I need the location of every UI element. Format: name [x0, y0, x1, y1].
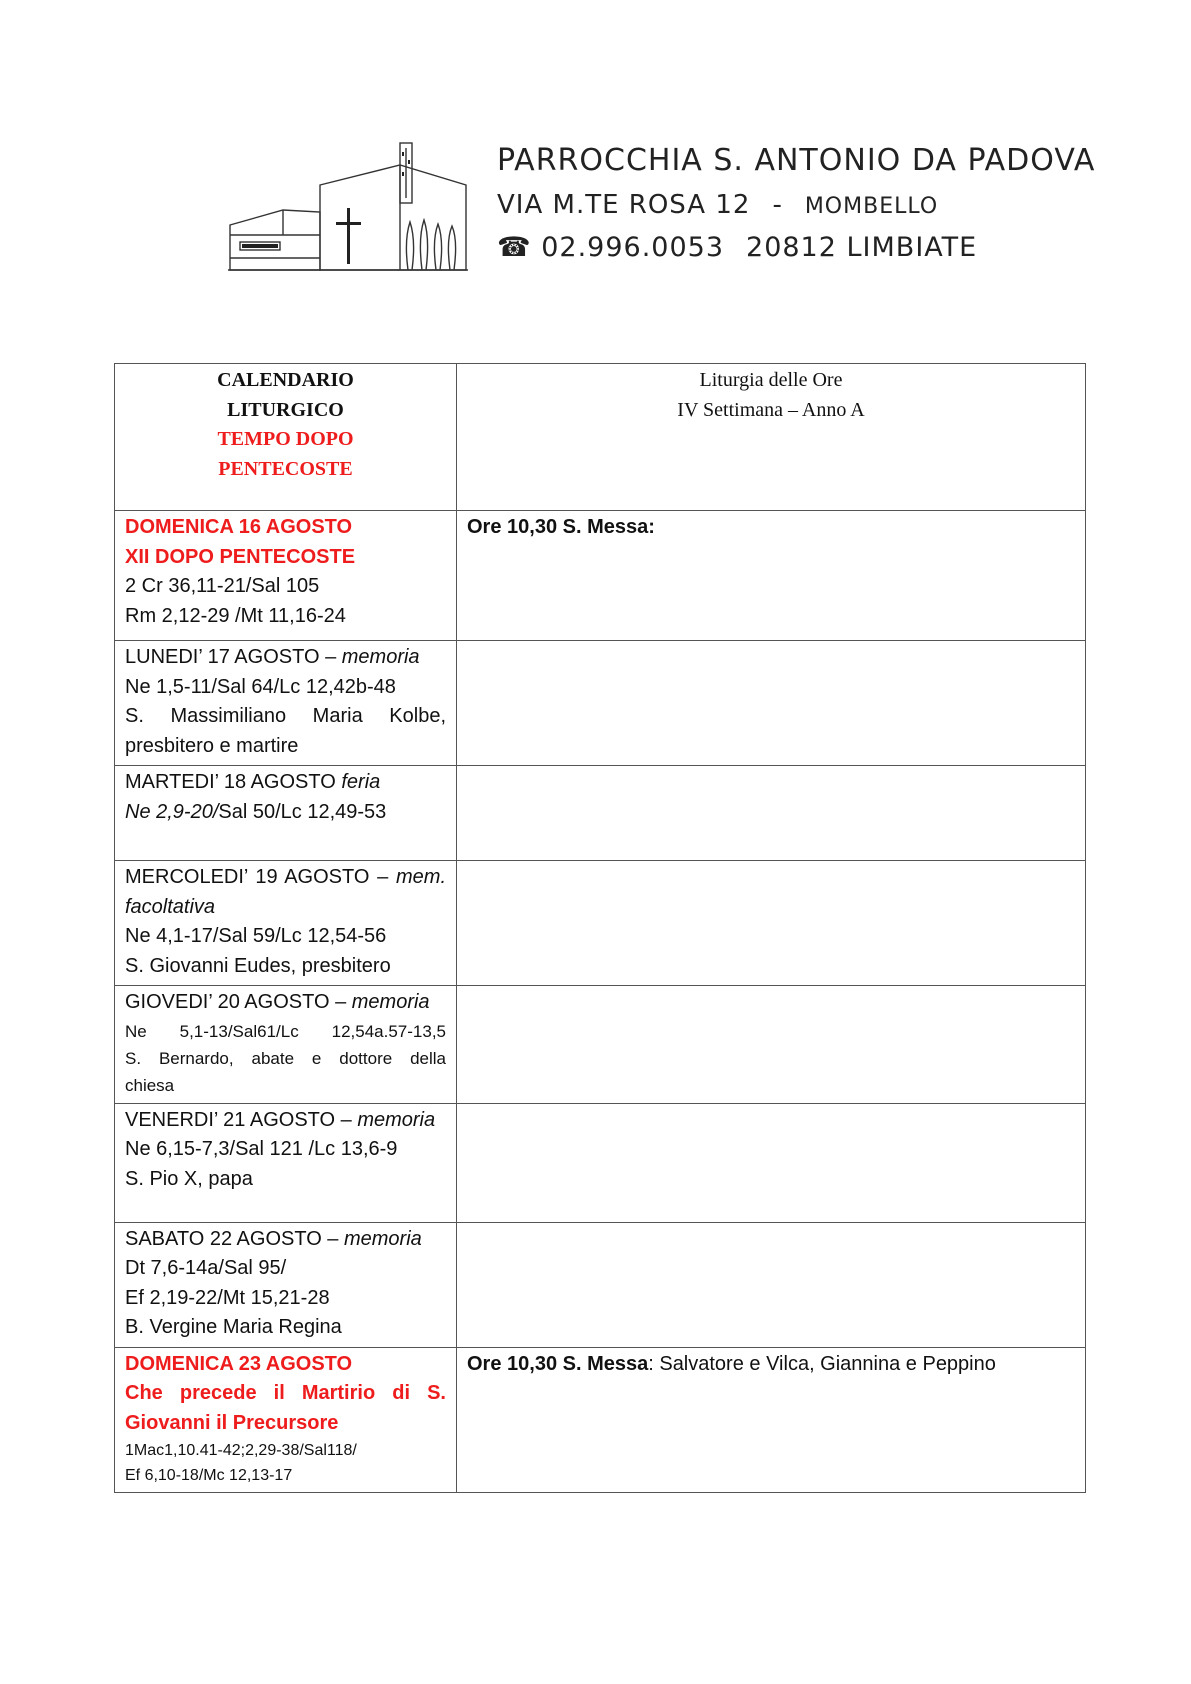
- note-cell: [457, 511, 1086, 641]
- reading-line: Ef 2,19-22/Mt 15,21-28: [125, 1286, 330, 1309]
- day-cell: [115, 861, 457, 986]
- day-title-line: [125, 988, 446, 1018]
- table-header-row: [115, 364, 1086, 511]
- day-cell: [115, 511, 457, 641]
- day-title: VENERDI’ 21 AGOSTO –: [125, 1108, 358, 1131]
- saint-line: B. Vergine Maria Regina: [125, 1316, 342, 1338]
- reading-line: Ne 5,1-13/Sal61/Lc 12,54a.57-13,5: [125, 1021, 446, 1041]
- day-rank: feria: [341, 771, 381, 793]
- reading-line: Ne 6,15-7,3/Sal 121 /Lc 13,6-9: [125, 1138, 398, 1160]
- saint-line: S. Giovanni Eudes, presbitero: [125, 954, 391, 977]
- saint-line: S. Pio X, papa: [125, 1167, 253, 1190]
- parish-info: [497, 143, 1096, 263]
- cap-city: 20812 LIMBIATE: [746, 232, 978, 263]
- day-title-line: [125, 768, 446, 798]
- reading-line: 2 Cr 36,11-21/Sal 105: [125, 575, 320, 597]
- day-cell: [115, 641, 457, 766]
- table-row: [115, 986, 1086, 1104]
- note-cell: [457, 1222, 1086, 1347]
- day-rank-cont: facoltativa: [125, 895, 216, 918]
- day-title-line: [125, 643, 446, 673]
- table-row: [115, 1222, 1086, 1347]
- liturgy-title: Liturgia delle Ore: [699, 369, 843, 391]
- day-rank: memoria: [351, 991, 430, 1013]
- calendar-heading: [115, 364, 457, 511]
- saint-line: S. Massimiliano Maria Kolbe,: [125, 705, 446, 727]
- day-subtitle: Che precede il Martirio di S.: [125, 1382, 446, 1404]
- note-cell: [457, 641, 1086, 766]
- day-rank: memoria: [343, 1227, 422, 1250]
- table-row: [115, 1103, 1086, 1222]
- note-cell: [457, 1103, 1086, 1222]
- church-logo-icon: [228, 140, 468, 275]
- day-cell: [115, 766, 457, 861]
- reading-part: Sal 50/Lc 12,49-53: [218, 800, 387, 823]
- day-rank: memoria: [341, 646, 420, 668]
- table-row: [115, 1347, 1086, 1493]
- table-row: [115, 641, 1086, 766]
- liturgy-week: IV Settimana – Anno A: [677, 398, 865, 421]
- mass-intention: : Salvatore e Vilca, Giannina e Peppino: [648, 1352, 996, 1375]
- parish-address: [497, 192, 1095, 220]
- day-cell: [115, 1103, 457, 1222]
- note-cell: [457, 766, 1086, 861]
- parish-contact: [497, 234, 1095, 261]
- address-area: MOMBELLO: [804, 194, 939, 219]
- day-title-line: [125, 1225, 446, 1255]
- season-line: TEMPO DOPO: [217, 428, 354, 450]
- mass-time: Ore 10,30 S. Messa: [467, 1352, 649, 1375]
- saint-line: S. Bernardo, abate e dottore della: [125, 1048, 446, 1068]
- phone-icon: ☎: [497, 232, 532, 263]
- reading-line: Ne 4,1-17/Sal 59/Lc 12,54-56: [125, 925, 387, 947]
- saint-line: chiesa: [125, 1075, 175, 1095]
- liturgy-heading: [457, 364, 1086, 511]
- table-row: [115, 861, 1086, 986]
- day-title: DOMENICA 23 AGOSTO: [125, 1352, 353, 1375]
- day-cell: [115, 1347, 457, 1493]
- liturgical-calendar-table: [114, 363, 1086, 1493]
- note-cell: [457, 986, 1086, 1104]
- day-subtitle: Giovanni il Precursore: [125, 1411, 339, 1434]
- reading-part: Ne 2,9-20/: [125, 800, 219, 823]
- day-title: SABATO 22 AGOSTO –: [125, 1227, 344, 1250]
- day-title-line: [125, 1106, 446, 1136]
- address-separator: -: [772, 190, 783, 220]
- day-title-line: [125, 863, 446, 893]
- day-rank: mem.: [396, 866, 446, 888]
- mass-time: Ore 10,30 S. Messa:: [467, 516, 655, 538]
- heading-line: LITURGICO: [227, 398, 344, 421]
- day-subtitle: XII DOPO PENTECOSTE: [125, 545, 356, 568]
- saint-line: presbitero e martire: [125, 734, 299, 757]
- day-title: DOMENICA 16 AGOSTO: [125, 516, 353, 538]
- table-row: [115, 511, 1086, 641]
- season-line: PENTECOSTE: [218, 457, 353, 480]
- reading-line: Dt 7,6-14a/Sal 95/: [125, 1257, 287, 1279]
- reading-line: [125, 798, 446, 828]
- note-cell: [457, 861, 1086, 986]
- day-title: GIOVEDI’ 20 AGOSTO –: [125, 991, 352, 1013]
- reading-line: Ne 1,5-11/Sal 64/Lc 12,42b-48: [125, 675, 396, 698]
- reading-line: Ef 6,10-18/Mc 12,13-17: [125, 1467, 293, 1484]
- day-cell: [115, 1222, 457, 1347]
- day-title: LUNEDI’ 17 AGOSTO –: [125, 646, 342, 668]
- day-title: MERCOLEDI’ 19 AGOSTO –: [125, 866, 396, 888]
- day-rank: memoria: [357, 1108, 436, 1131]
- day-title: MARTEDI’ 18 AGOSTO: [125, 771, 342, 793]
- heading-line: CALENDARIO: [217, 369, 354, 391]
- day-cell: [115, 986, 457, 1104]
- page-header: [0, 0, 1191, 300]
- reading-line: Rm 2,12-29 /Mt 11,16-24: [125, 604, 346, 627]
- parish-name: PARROCCHIA S. ANTONIO DA PADOVA: [497, 143, 1096, 178]
- table-row: [115, 766, 1086, 861]
- reading-line: 1Mac1,10.41-42;2,29-38/Sal118/: [125, 1442, 357, 1459]
- note-cell: [457, 1347, 1086, 1493]
- phone-number: 02.996.0053: [541, 232, 725, 263]
- address-street: VIA M.TE ROSA 12: [497, 190, 751, 220]
